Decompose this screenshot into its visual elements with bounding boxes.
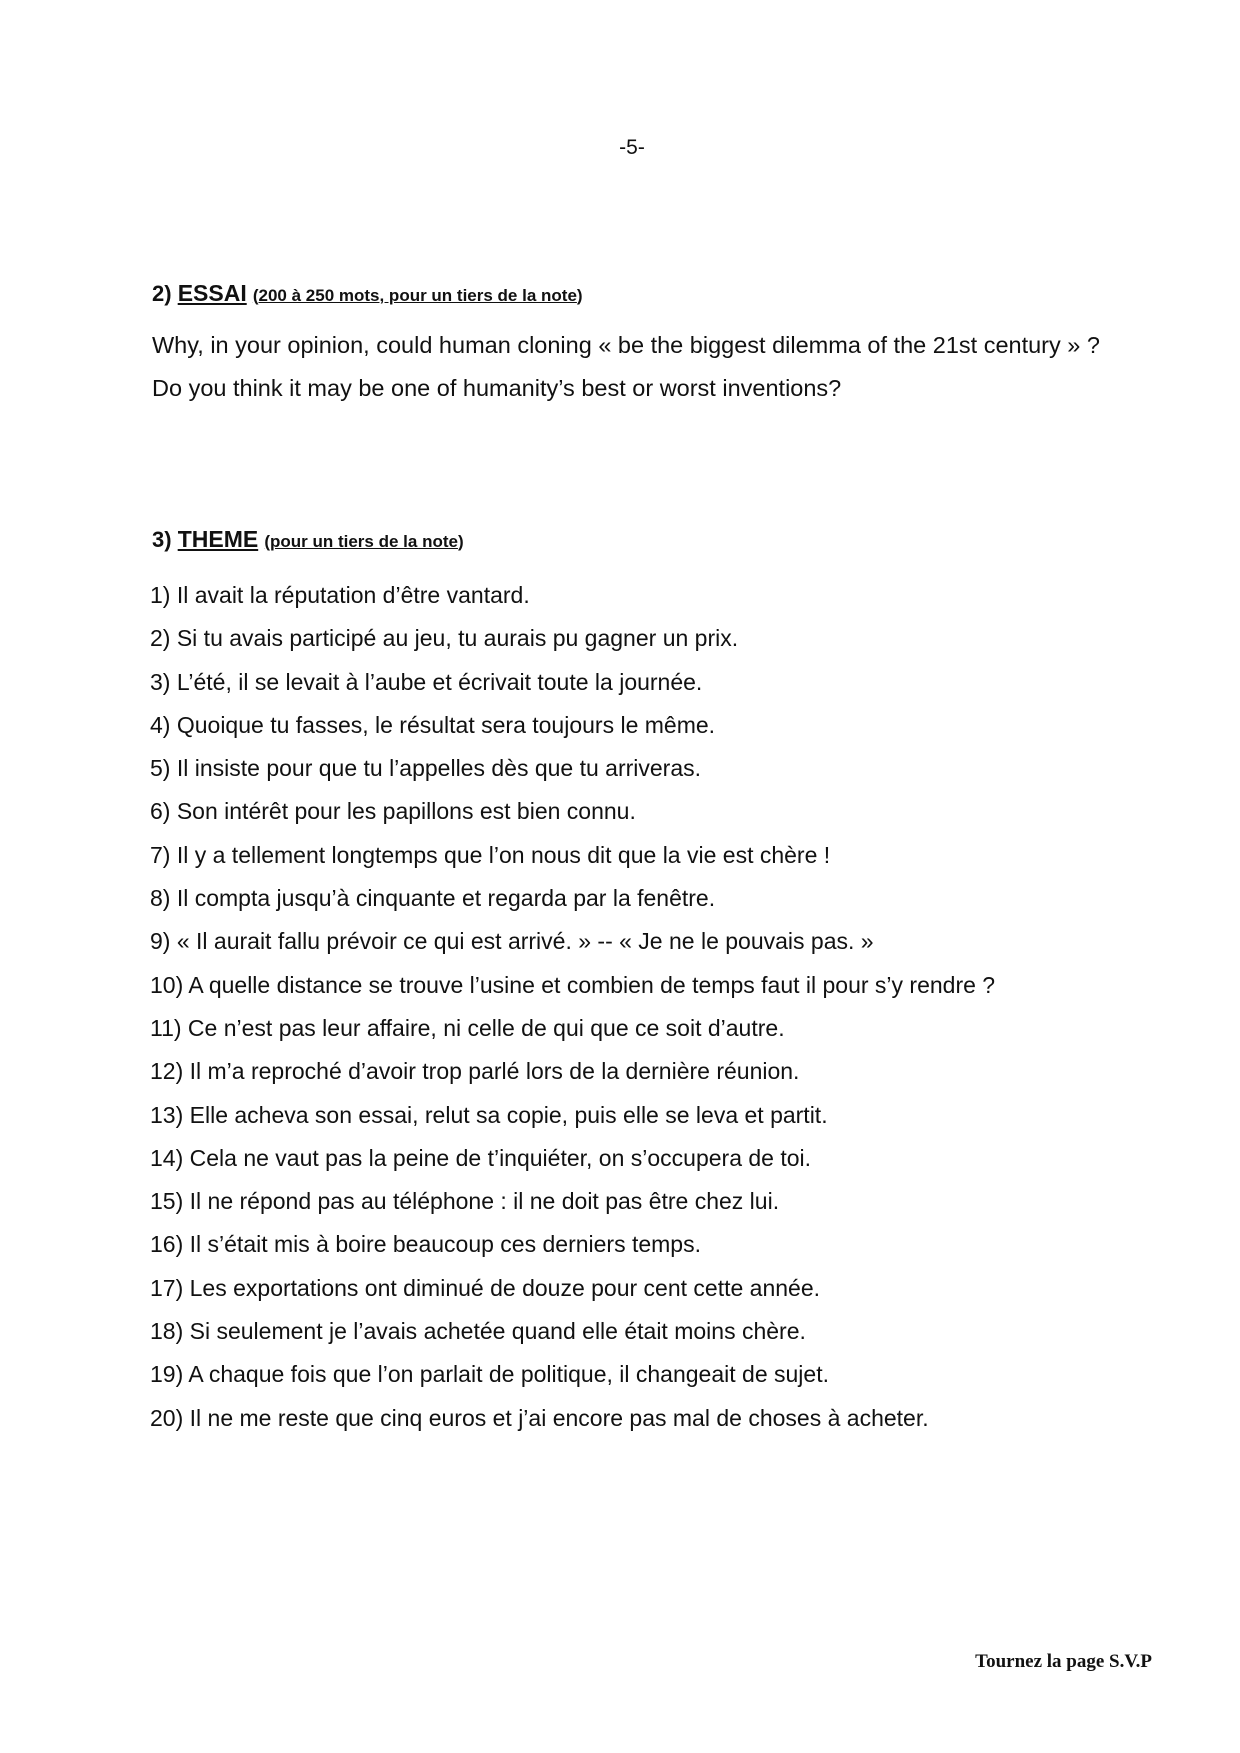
theme-heading <box>152 526 464 553</box>
theme-sentence: 20) Il ne me reste que cinq euros et j’ai encore pas mal de choses à acheter. <box>150 1404 929 1431</box>
theme-sentence: 2) Si tu avais participé au jeu, tu aurais pu gagner un prix. <box>150 625 739 652</box>
theme-sentence: 5) Il insiste pour que tu l’appelles dès que tu arriveras. <box>150 755 702 782</box>
theme-title: THEME <box>177 526 259 552</box>
theme-note: (pour un tiers de la note) <box>264 532 464 551</box>
theme-sentence: 13) Elle acheva son essai, relut sa copie, puis elle se leva et partit. <box>150 1101 828 1128</box>
theme-sentence: 10) A quelle distance se trouve l’usine et combien de temps faut il pour s’y rendre ? <box>150 971 996 998</box>
theme-sentence-list <box>150 574 1110 1440</box>
theme-sentence: 6) Son intérêt pour les papillons est bien connu. <box>150 798 636 825</box>
theme-sentence: 3) L’été, il se levait à l’aube et écrivait toute la journée. <box>150 668 703 695</box>
theme-sentence: 18) Si seulement je l’avais achetée quand elle était moins chère. <box>150 1318 806 1345</box>
theme-sentence: 8) Il compta jusqu’à cinquante et regarda par la fenêtre. <box>150 885 716 912</box>
theme-sentence: 19) A chaque fois que l’on parlait de politique, il changeait de sujet. <box>150 1361 829 1388</box>
theme-sentence: 14) Cela ne vaut pas la peine de t’inquiéter, on s’occupera de toi. <box>150 1144 812 1171</box>
theme-sentence: 16) Il s’était mis à boire beaucoup ces derniers temps. <box>150 1231 701 1258</box>
essay-prompt <box>152 324 1112 410</box>
theme-sentence: 17) Les exportations ont diminué de douze pour cent cette année. <box>150 1274 821 1301</box>
page-number: -5- <box>619 136 645 159</box>
theme-sentence: 7) Il y a tellement longtemps que l’on nous dit que la vie est chère ! <box>150 841 831 868</box>
theme-sentence: 15) Il ne répond pas au téléphone : il ne doit pas être chez lui. <box>150 1188 780 1215</box>
theme-sentence: 1) Il avait la réputation d’être vantard. <box>150 582 530 608</box>
turn-page-note: Tournez la page S.V.P <box>975 1651 1152 1672</box>
essai-number: 2) <box>152 281 172 306</box>
essai-heading <box>152 280 583 307</box>
theme-sentence: 9) « Il aurait fallu prévoir ce qui est arrivé. » -- « Je ne le pouvais pas. » <box>150 928 874 955</box>
essai-note: (200 à 250 mots, pour un tiers de la note) <box>252 286 583 305</box>
essai-title: ESSAI <box>177 280 247 306</box>
theme-sentence: 4) Quoique tu fasses, le résultat sera toujours le même. <box>150 711 716 738</box>
essay-question-2: Do you think it may be one of humanity’s best or worst inventions? <box>152 375 842 401</box>
theme-sentence: 12) Il m’a reproché d’avoir trop parlé lors de la dernière réunion. <box>150 1058 800 1085</box>
essay-question-1: Why, in your opinion, could human cloning « be the biggest dilemma of the 21st century » ? <box>152 332 1100 358</box>
theme-sentence: 11) Ce n’est pas leur affaire, ni celle de qui que ce soit d’autre. <box>150 1014 785 1041</box>
theme-number: 3) <box>152 527 172 552</box>
